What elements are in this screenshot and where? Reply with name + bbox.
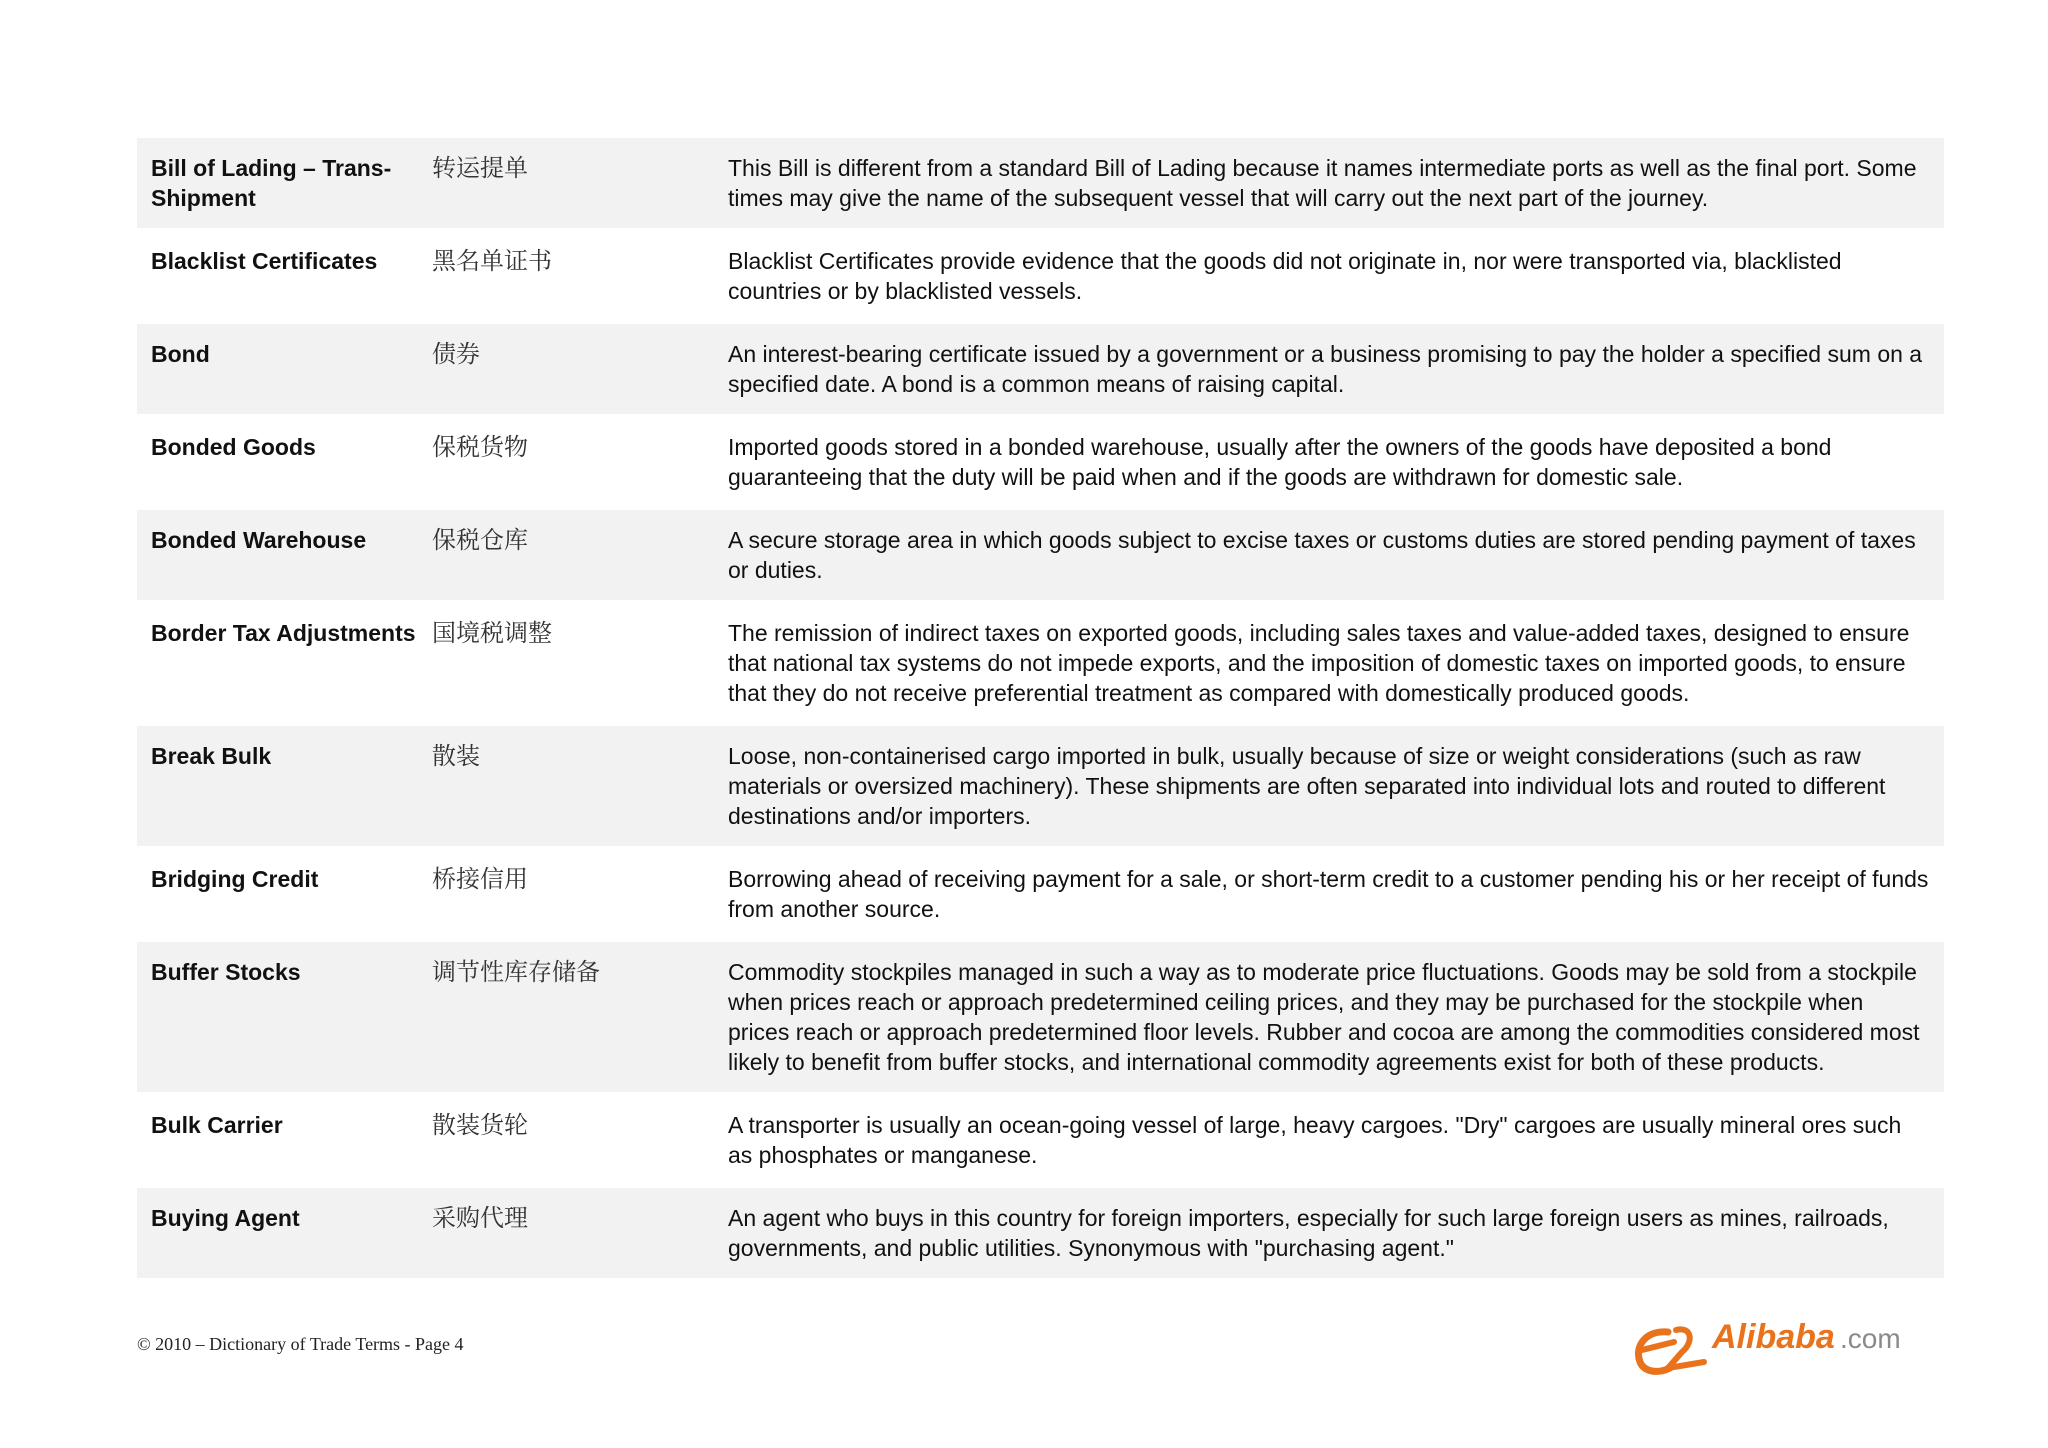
chinese-term: 散装货轮	[432, 1111, 528, 1139]
glossary-table	[137, 138, 1944, 1281]
term: Buffer Stocks	[151, 959, 301, 985]
logo-wordmark: Alibaba	[1712, 1318, 1835, 1356]
logo-suffix: .com	[1840, 1323, 1901, 1354]
definition: A transporter is usually an ocean-going vessel of large, heavy cargoes. "Dry" cargoes are usually mineral ores such as phosphates or manganese.	[728, 1112, 1902, 1168]
alibaba-logo	[1628, 1312, 1948, 1382]
glossary-row	[137, 138, 1944, 231]
glossary-row	[137, 849, 1944, 942]
definition: This Bill is different from a standard Bill of Lading because it names intermediate ports as well as the final port. Some times may give the name of the subsequent vessel that will carry out the next part of the journey.	[728, 155, 1917, 211]
term: Buying Agent	[151, 1205, 300, 1231]
chinese-term: 散装	[432, 742, 480, 770]
glossary-row	[137, 324, 1944, 417]
definition: An interest-bearing certificate issued by a government or a business promising to pay the holder a specified sum on a specified date. A bond is a common means of raising capital.	[728, 341, 1923, 397]
glossary-row	[137, 231, 1944, 324]
term: Bill of Lading – Trans-Shipment	[151, 155, 392, 211]
glossary-row	[137, 726, 1944, 849]
chinese-term: 债券	[432, 340, 480, 368]
definition: Commodity stockpiles managed in such a way as to moderate price fluctuations. Goods may be sold from a stockpile when prices reach or approach predetermined ceiling prices, and they may be purchased for the stockpile when prices reach or approach predetermined floor levels. Rubber and cocoa are among the commodities considered most likely to benefit from buffer stocks, and international commodity agreements exist for both of these products.	[728, 959, 1920, 1075]
logo-mark	[1638, 1329, 1704, 1371]
chinese-term: 国境税调整	[432, 619, 552, 647]
term: Border Tax Adjustments	[151, 620, 416, 646]
term: Break Bulk	[151, 743, 272, 769]
glossary-row	[137, 603, 1944, 726]
chinese-term: 保税仓库	[432, 526, 528, 554]
definition: Imported goods stored in a bonded warehouse, usually after the owners of the goods have deposited a bond guaranteeing that the duty will be paid when and if the goods are withdrawn for domestic sale.	[728, 434, 1832, 490]
glossary-row	[137, 510, 1944, 603]
definition: Borrowing ahead of receiving payment for a sale, or short-term credit to a customer pending his or her receipt of funds from another source.	[728, 866, 1929, 922]
definition: Blacklist Certificates provide evidence that the goods did not originate in, nor were transported via, blacklisted countries or by blacklisted vessels.	[728, 248, 1842, 304]
glossary-row	[137, 1188, 1944, 1281]
term: Bridging Credit	[151, 866, 319, 892]
chinese-term: 采购代理	[432, 1204, 528, 1232]
glossary-row	[137, 1095, 1944, 1188]
term: Bond	[151, 341, 210, 367]
term: Bonded Goods	[151, 434, 316, 460]
definition: The remission of indirect taxes on exported goods, including sales taxes and value-added taxes, designed to ensure that national tax systems do not impede exports, and the imposition of domestic taxes on imported goods, to ensure that they do not receive preferential treatment as compared with domestically produced goods.	[728, 620, 1910, 706]
term: Blacklist Certificates	[151, 248, 378, 274]
definition: A secure storage area in which goods subject to excise taxes or customs duties are stored pending payment of taxes or duties.	[728, 527, 1916, 583]
chinese-term: 保税货物	[432, 433, 528, 461]
chinese-term: 黑名单证书	[432, 247, 552, 275]
glossary-row	[137, 417, 1944, 510]
definition: Loose, non-containerised cargo imported in bulk, usually because of size or weight considerations (such as raw materials or oversized machinery). These shipments are often separated into individual lots and routed to different destinations and/or importers.	[728, 743, 1886, 829]
chinese-term: 转运提单	[432, 154, 528, 182]
footer-text: © 2010 – Dictionary of Trade Terms - Page 4	[137, 1334, 464, 1354]
glossary-row	[137, 942, 1944, 1095]
chinese-term: 调节性库存储备	[432, 958, 600, 986]
chinese-term: 桥接信用	[432, 865, 528, 893]
term: Bonded Warehouse	[151, 527, 367, 553]
definition: An agent who buys in this country for foreign importers, especially for such large foreign users as mines, railroads, governments, and public utilities. Synonymous with "purchasing agent."	[728, 1205, 1889, 1261]
term: Bulk Carrier	[151, 1112, 283, 1138]
